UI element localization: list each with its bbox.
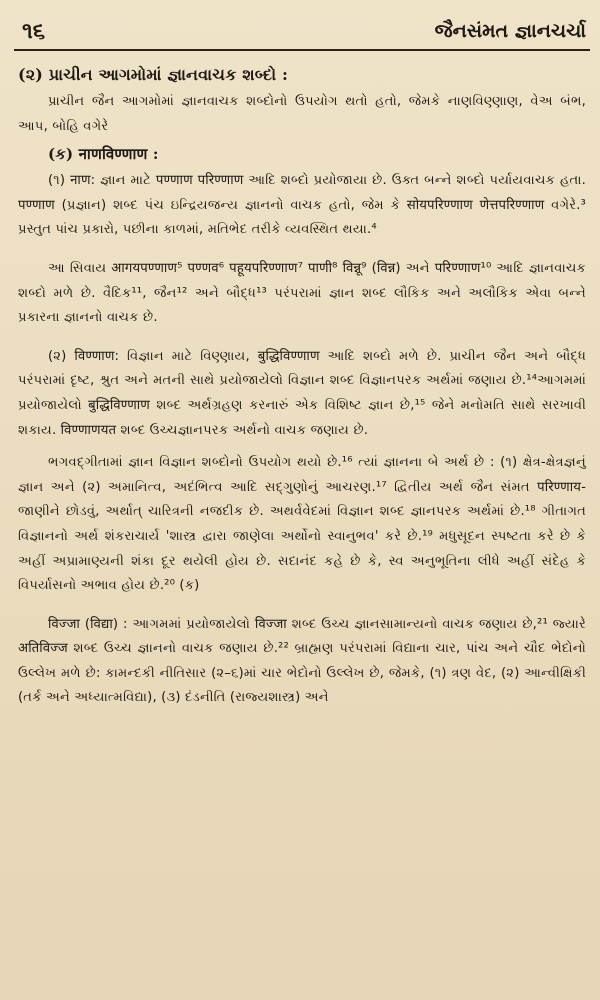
page-header — [22, 14, 586, 48]
section-heading: (૨) પ્રાચીન આગમોમાં જ્ઞાનવાચક શબ્દો : — [18, 65, 289, 84]
intro-paragraph: પ્રાચીન જૈન આગમોમાં જ્ઞાનવાચક શબ્દોનો ઉપયોગ થતો હતો, જેમકે નાણવિણ્ણાણ, વેઅ બંભ, આપ, બોહિ વગેરે — [18, 94, 586, 134]
paragraph-other-terms: આ સિવાય आगयपण्णाण⁵ पण्णव⁶ पहूयपरिण्णाण⁷ पाणी⁸ विन्नू⁹ (विन्न) અને परिण्णाण¹⁰ આદિ જ્ઞાનવાચક શબ્દો મળે છે. વૈદિક¹¹, જૈન¹² અને બૌદ્ધ¹³ પરંપરામાં જ્ઞાન શબ્દ લૌકિક અને અલૌકિક એવા બન્ને પ્રકારના જ્ઞાનનો વાચક છે. — [18, 260, 586, 326]
paragraph-vinnaan: (૨) विण्णाण: વિજ્ઞાન માટે વિણ્ણાય, बुद्धिविण्णाण આદિ શબ્દો મળે છે. પ્રાચીન જૈન અને બૌદ્ધ પરંપરામાં દૃષ્ટ, શ્રુત અને મતની સાથે પ્રયોજાયેલો વિજ્ઞાન શબ્દ વિજ્ઞાનપરક અર્થમાં જણાય છે.¹⁴આગમમાં પ્રયોજાયેલો बुद्धिविण्णाण શબ્દ અર્થગ્રહણ કરનારું એક વિશિષ્ટ જ્ઞાન છે,¹⁵ જેને મનોમતિ સાથે સરખાવી શકાય. विण्णाणयत શબ્દ ઉચ્ચજ્ઞાનપરક અર્થનો વાચક જણાય છે. — [18, 348, 586, 438]
paragraph-gita: ભગવદ્ગીતામાં જ્ઞાન વિજ્ઞાન શબ્દોનો ઉપયોગ થયો છે.¹⁶ ત્યાં જ્ઞાનના બે અર્થ છે : (૧) ક્ષેત્ર-ક્ષેત્રજ્ઞનું જ્ઞાન અને (૨) અમાનિત્વ, અદંભિત્વ આદિ સદ્ગુણોનું આચરણ.¹⁷ દ્વિતીય અર્થ જૈન સંમત परिण्णाय-જાણીને છોડવું, અર્થાત્ ચારિત્રની નજદીક છે. અથર્વવેદમાં વિજ્ઞાન શબ્દ જ્ઞાનપરક અર્થમાં છે.¹⁸ ગીતાગત વિજ્ઞાનનો અર્થ શંકરાચાર્ય 'શાસ્ત્ર દ્વારા જાણેલા અર્થોનો સ્વાનુભવ' કરે છે.¹⁹ મધુસૂદન સ્પષ્ટતા કરે છે કે અહીં અપ્રામાણ્યની શંકા દૂર થયેલી હોય છે. સદાનંદ કહે છે કે, સ્વ અનુભૂતિના લીધે અહીં સંદેહ કે વિપર્યાસનો અભાવ હોય છે.²⁰ (ક) — [18, 455, 586, 594]
running-title: જૈનસંમત જ્ઞાનચર્ચા — [434, 20, 586, 42]
header-divider — [14, 49, 590, 51]
page-number: ૧૬ — [22, 18, 46, 44]
paragraph-vijja: विज्जा (विद्या) : આગમમાં પ્રયોજાયેલો विज्जा શબ્દ ઉચ્ચ જ્ઞાનસામાન્યનો વાચક જણાય છે,²¹ જ્યારે अतिविज्ज શબ્દ ઉચ્ચ જ્ઞાનનો વાચક જણાય છે.²² બ્રાહ્મણ પરંપરામાં વિદ્યાના ચાર, પાંચ અને ચૌદ ભેદોનો ઉલ્લેખ મળે છે: કામન્દકી નીતિસાર (૨–૬)માં ચાર ભેદોનો ઉલ્લેખ છે, જેમકે, (૧) ત્રણ વેદ, (૨) આન્વીક્ષિકી (તર્ક અને અધ્યાત્મવિદ્યા), (૩) દંડનીતિ (રાજ્યશાસ્ત્ર) અને — [18, 616, 586, 706]
subsection-heading: (ક) नाणविण्णाण : — [48, 145, 159, 164]
paragraph-naan: (૧) नाण: જ્ઞાન માટે पण्णाण परिण्णाण આદિ શબ્દો પ્રયોજાયા છે. ઉક્ત બન્ને શબ્દો પર્યાયવાચક હતા. पण्णाण (પ્રજ્ઞાન) શબ્દ પંચ ઇન્દ્રિયજન્ય જ્ઞાનનો વાચક હતો, જેમ કે सोयपरिण्णाण णेत्तपरिण्णाण વગેરે.³ પ્રસ્તુત પાંચ પ્રકારો, પછીના કાળમાં, મતિભેદ તરીકે વ્યવસ્થિત થયા.⁴ — [18, 173, 586, 238]
page-body — [18, 56, 586, 711]
